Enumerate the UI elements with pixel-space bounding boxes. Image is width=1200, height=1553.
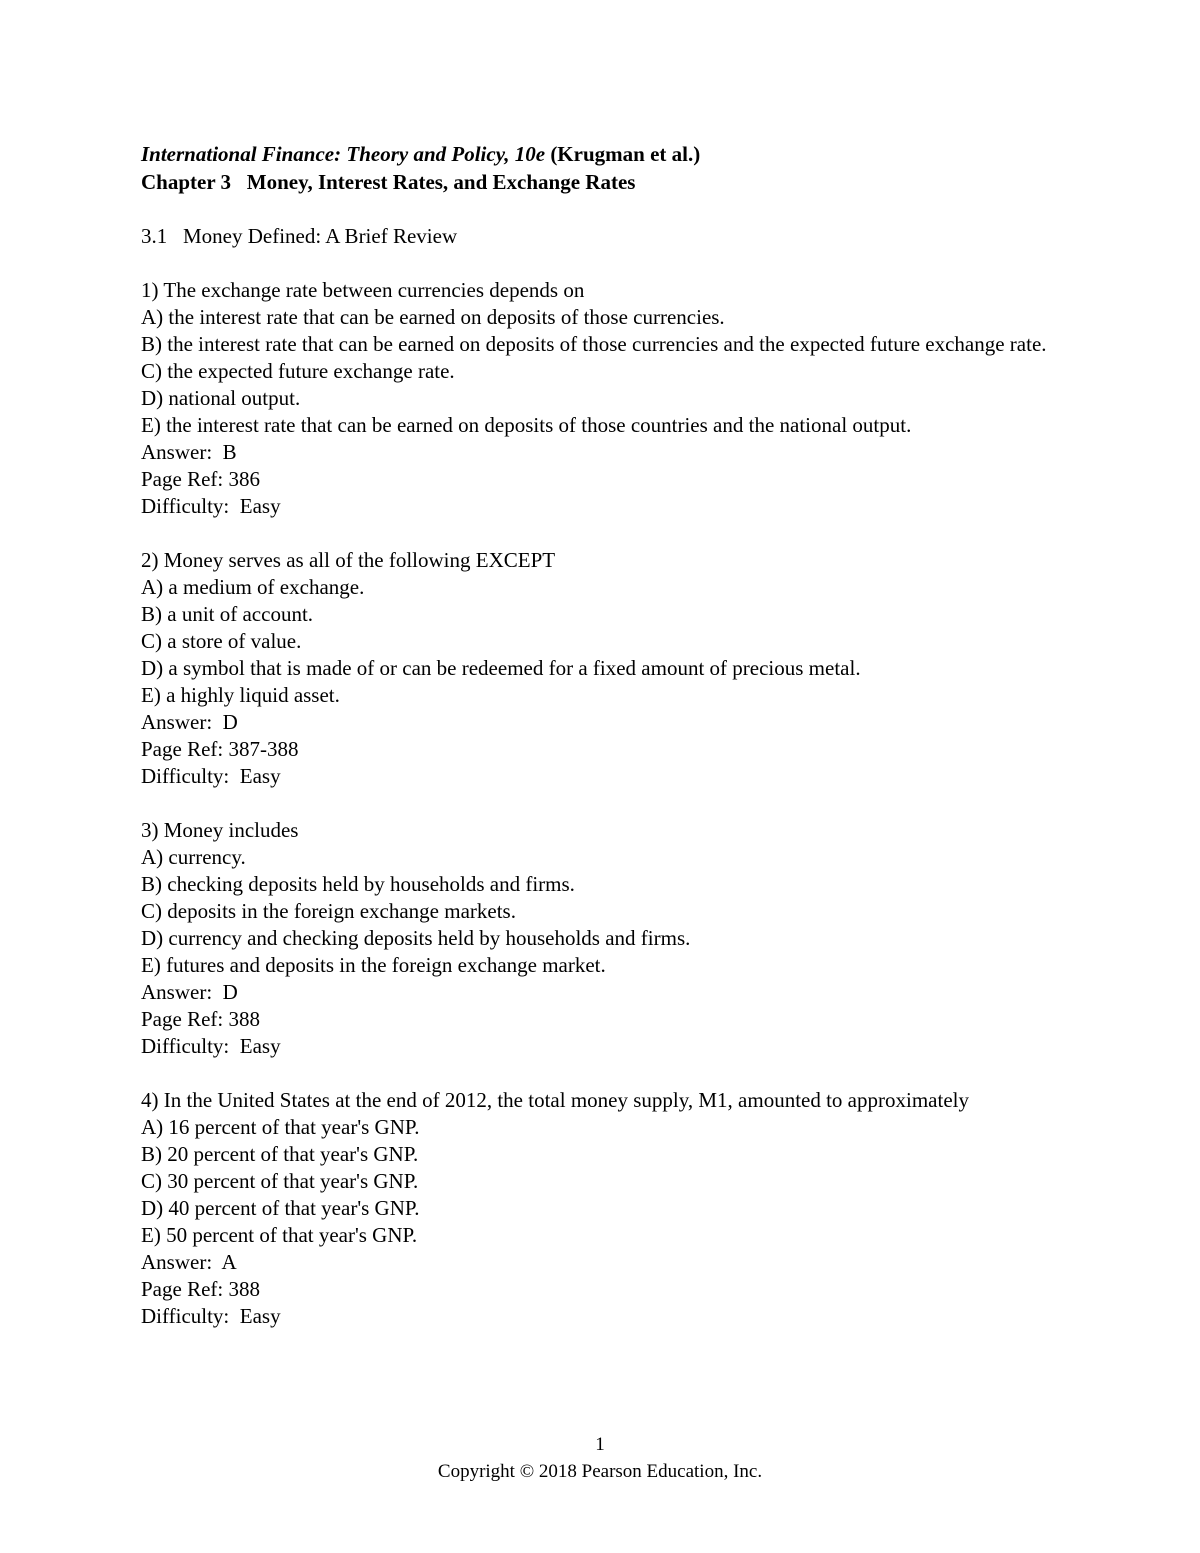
question-item bbox=[141, 277, 1061, 520]
question-stem: 2) Money serves as all of the following EXCEPT bbox=[141, 548, 556, 572]
answer-option: B) 20 percent of that year's GNP. bbox=[141, 1142, 419, 1166]
document-header bbox=[141, 140, 1061, 196]
question-stem: 4) In the United States at the end of 2012, the total money supply, M1, amounted to approximately bbox=[141, 1088, 969, 1112]
answer-option: C) deposits in the foreign exchange markets. bbox=[141, 899, 516, 923]
page-number: 1 bbox=[595, 1434, 605, 1455]
question-answer: Answer: D bbox=[141, 980, 238, 1004]
answer-option: C) a store of value. bbox=[141, 629, 302, 653]
question-page-ref: Page Ref: 388 bbox=[141, 1277, 260, 1301]
answer-option: E) the interest rate that can be earned on deposits of those countries and the national output. bbox=[141, 413, 912, 437]
answer-option: A) 16 percent of that year's GNP. bbox=[141, 1115, 420, 1139]
question-page-ref: Page Ref: 387-388 bbox=[141, 737, 299, 761]
answer-option: D) a symbol that is made of or can be redeemed for a fixed amount of precious metal. bbox=[141, 656, 861, 680]
answer-option: A) a medium of exchange. bbox=[141, 575, 365, 599]
question-answer: Answer: B bbox=[141, 440, 237, 464]
question-item bbox=[141, 1087, 1061, 1330]
question-difficulty: Difficulty: Easy bbox=[141, 1304, 281, 1328]
question-page-ref: Page Ref: 388 bbox=[141, 1007, 260, 1031]
answer-option: B) a unit of account. bbox=[141, 602, 314, 626]
question-item bbox=[141, 817, 1061, 1060]
question-stem: 1) The exchange rate between currencies depends on bbox=[141, 278, 585, 302]
page-content bbox=[141, 140, 1061, 1357]
answer-option: E) 50 percent of that year's GNP. bbox=[141, 1223, 418, 1247]
question-answer: Answer: D bbox=[141, 710, 238, 734]
answer-option: B) the interest rate that can be earned on deposits of those currencies and the expected future exchange rate. bbox=[141, 332, 1047, 356]
question-answer: Answer: A bbox=[141, 1250, 237, 1274]
copyright-notice: Copyright © 2018 Pearson Education, Inc. bbox=[437, 1461, 763, 1482]
answer-option: C) 30 percent of that year's GNP. bbox=[141, 1169, 419, 1193]
book-title: International Finance: Theory and Policy, 10e bbox=[141, 142, 546, 166]
chapter-title: Chapter 3 Money, Interest Rates, and Exchange Rates bbox=[141, 170, 636, 194]
section-title: 3.1 Money Defined: A Brief Review bbox=[141, 224, 458, 248]
book-authors: (Krugman et al.) bbox=[545, 142, 701, 166]
answer-option: E) futures and deposits in the foreign exchange market. bbox=[141, 953, 606, 977]
question-difficulty: Difficulty: Easy bbox=[141, 764, 281, 788]
answer-option: D) currency and checking deposits held by households and firms. bbox=[141, 926, 691, 950]
answer-option: E) a highly liquid asset. bbox=[141, 683, 340, 707]
answer-option: A) the interest rate that can be earned on deposits of those currencies. bbox=[141, 305, 725, 329]
answer-option: B) checking deposits held by households and firms. bbox=[141, 872, 575, 896]
answer-option: C) the expected future exchange rate. bbox=[141, 359, 455, 383]
question-page-ref: Page Ref: 386 bbox=[141, 467, 260, 491]
question-difficulty: Difficulty: Easy bbox=[141, 1034, 281, 1058]
answer-option: A) currency. bbox=[141, 845, 246, 869]
question-difficulty: Difficulty: Easy bbox=[141, 494, 281, 518]
question-stem: 3) Money includes bbox=[141, 818, 299, 842]
book-title-line bbox=[141, 140, 1061, 168]
answer-option: D) 40 percent of that year's GNP. bbox=[141, 1196, 420, 1220]
question-item bbox=[141, 547, 1061, 790]
answer-option: D) national output. bbox=[141, 386, 301, 410]
